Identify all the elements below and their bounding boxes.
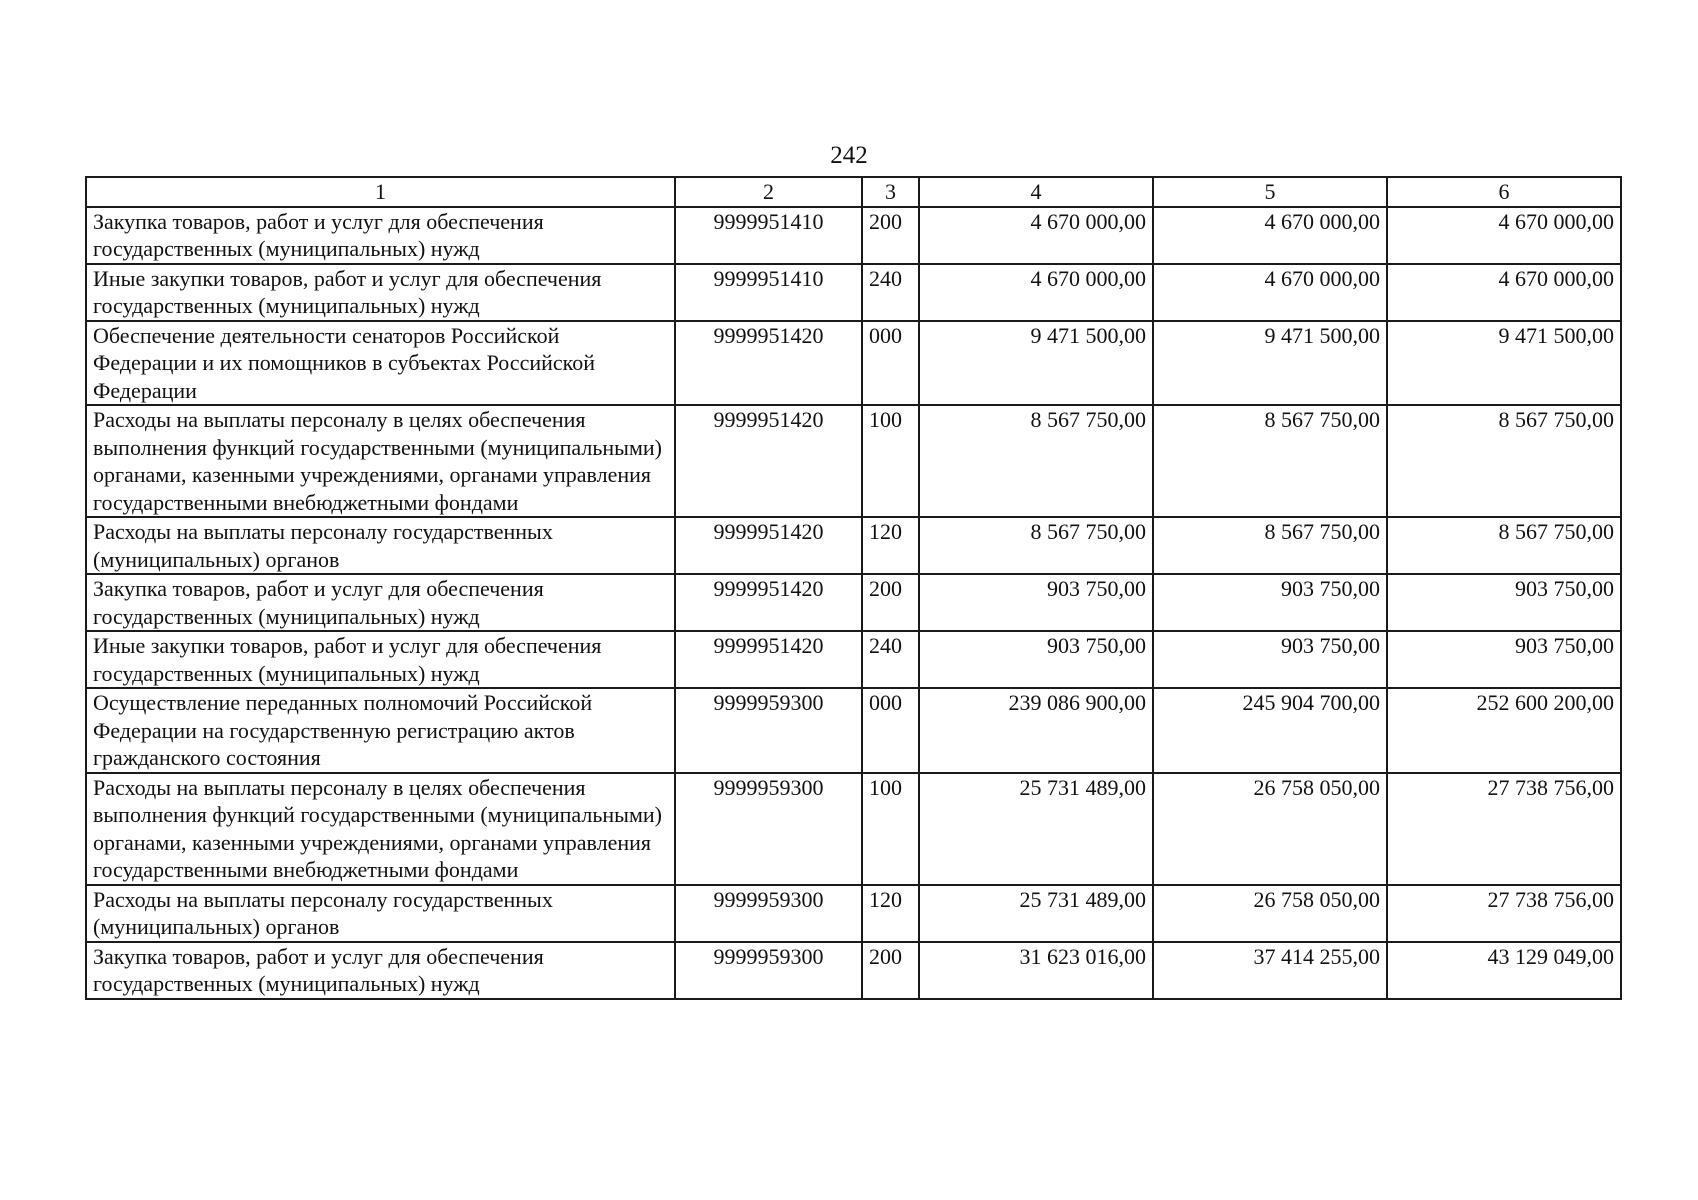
row-amount-6: 4 670 000,00 — [1387, 207, 1621, 264]
row-expense-type: 120 — [862, 885, 919, 942]
table-body — [86, 207, 1621, 999]
row-expense-type: 100 — [862, 773, 919, 885]
row-name: Обеспечение деятельности сенаторов Российской Федерации и их помощников в субъектах Российской Федерации — [86, 321, 675, 406]
row-amount-6: 8 567 750,00 — [1387, 405, 1621, 517]
row-amount-6: 4 670 000,00 — [1387, 264, 1621, 321]
row-amount-4: 9 471 500,00 — [919, 321, 1153, 406]
table-row — [86, 631, 1621, 688]
table-row — [86, 773, 1621, 885]
row-amount-5: 903 750,00 — [1153, 574, 1387, 631]
table-row — [86, 321, 1621, 406]
row-name: Осуществление переданных полномочий Российской Федерации на государственную регистрацию актов гражданского состояния — [86, 688, 675, 773]
row-amount-6: 252 600 200,00 — [1387, 688, 1621, 773]
row-amount-6: 27 738 756,00 — [1387, 773, 1621, 885]
row-expense-type: 200 — [862, 207, 919, 264]
row-amount-6: 8 567 750,00 — [1387, 517, 1621, 574]
page-number: 242 — [830, 142, 868, 169]
row-amount-4: 8 567 750,00 — [919, 405, 1153, 517]
header-col-3: 3 — [862, 177, 919, 207]
header-col-6: 6 — [1387, 177, 1621, 207]
row-expense-type: 000 — [862, 688, 919, 773]
row-expense-type: 240 — [862, 264, 919, 321]
row-code: 9999951420 — [675, 517, 862, 574]
row-amount-5: 245 904 700,00 — [1153, 688, 1387, 773]
row-amount-4: 903 750,00 — [919, 574, 1153, 631]
row-amount-5: 4 670 000,00 — [1153, 264, 1387, 321]
row-expense-type: 200 — [862, 574, 919, 631]
row-code: 9999959300 — [675, 885, 862, 942]
row-expense-type: 120 — [862, 517, 919, 574]
row-amount-5: 903 750,00 — [1153, 631, 1387, 688]
row-amount-5: 4 670 000,00 — [1153, 207, 1387, 264]
row-amount-4: 31 623 016,00 — [919, 942, 1153, 999]
row-code: 9999959300 — [675, 942, 862, 999]
row-expense-type: 200 — [862, 942, 919, 999]
table-row — [86, 942, 1621, 999]
row-name: Закупка товаров, работ и услуг для обеспечения государственных (муниципальных) нужд — [86, 574, 675, 631]
table-row — [86, 207, 1621, 264]
row-name: Расходы на выплаты персоналу в целях обеспечения выполнения функций государственными (муниципальными) органами, казенными учреждениями, органами управления государственными внебюджетными фондами — [86, 773, 675, 885]
row-name: Закупка товаров, работ и услуг для обеспечения государственных (муниципальных) нужд — [86, 207, 675, 264]
table-row — [86, 574, 1621, 631]
row-code: 9999951420 — [675, 574, 862, 631]
row-amount-4: 4 670 000,00 — [919, 264, 1153, 321]
row-amount-4: 25 731 489,00 — [919, 885, 1153, 942]
table-row — [86, 885, 1621, 942]
header-col-5: 5 — [1153, 177, 1387, 207]
header-col-2: 2 — [675, 177, 862, 207]
row-name: Расходы на выплаты персоналу государственных (муниципальных) органов — [86, 885, 675, 942]
row-code: 9999959300 — [675, 773, 862, 885]
row-amount-4: 4 670 000,00 — [919, 207, 1153, 264]
table-row — [86, 405, 1621, 517]
row-code: 9999951420 — [675, 631, 862, 688]
row-expense-type: 000 — [862, 321, 919, 406]
row-expense-type: 240 — [862, 631, 919, 688]
row-expense-type: 100 — [862, 405, 919, 517]
row-code: 9999951420 — [675, 405, 862, 517]
row-name: Расходы на выплаты персоналу государственных (муниципальных) органов — [86, 517, 675, 574]
row-code: 9999951410 — [675, 264, 862, 321]
table-row — [86, 688, 1621, 773]
row-amount-4: 239 086 900,00 — [919, 688, 1153, 773]
row-amount-6: 903 750,00 — [1387, 574, 1621, 631]
row-amount-5: 8 567 750,00 — [1153, 405, 1387, 517]
header-col-4: 4 — [919, 177, 1153, 207]
row-amount-6: 903 750,00 — [1387, 631, 1621, 688]
row-amount-5: 9 471 500,00 — [1153, 321, 1387, 406]
row-amount-5: 37 414 255,00 — [1153, 942, 1387, 999]
row-amount-5: 26 758 050,00 — [1153, 885, 1387, 942]
budget-table — [85, 176, 1622, 1000]
table-row — [86, 264, 1621, 321]
row-amount-4: 8 567 750,00 — [919, 517, 1153, 574]
row-amount-5: 26 758 050,00 — [1153, 773, 1387, 885]
header-row — [86, 177, 1621, 207]
row-amount-5: 8 567 750,00 — [1153, 517, 1387, 574]
row-name: Расходы на выплаты персоналу в целях обеспечения выполнения функций государственными (муниципальными) органами, казенными учреждениями, органами управления государственными внебюджетными фондами — [86, 405, 675, 517]
row-amount-6: 9 471 500,00 — [1387, 321, 1621, 406]
row-amount-6: 27 738 756,00 — [1387, 885, 1621, 942]
row-code: 9999959300 — [675, 688, 862, 773]
row-name: Закупка товаров, работ и услуг для обеспечения государственных (муниципальных) нужд — [86, 942, 675, 999]
table-header — [86, 177, 1621, 207]
row-amount-4: 25 731 489,00 — [919, 773, 1153, 885]
row-code: 9999951410 — [675, 207, 862, 264]
row-code: 9999951420 — [675, 321, 862, 406]
header-col-1: 1 — [86, 177, 675, 207]
row-name: Иные закупки товаров, работ и услуг для обеспечения государственных (муниципальных) нужд — [86, 264, 675, 321]
row-amount-4: 903 750,00 — [919, 631, 1153, 688]
table-row — [86, 517, 1621, 574]
row-amount-6: 43 129 049,00 — [1387, 942, 1621, 999]
row-name: Иные закупки товаров, работ и услуг для обеспечения государственных (муниципальных) нужд — [86, 631, 675, 688]
